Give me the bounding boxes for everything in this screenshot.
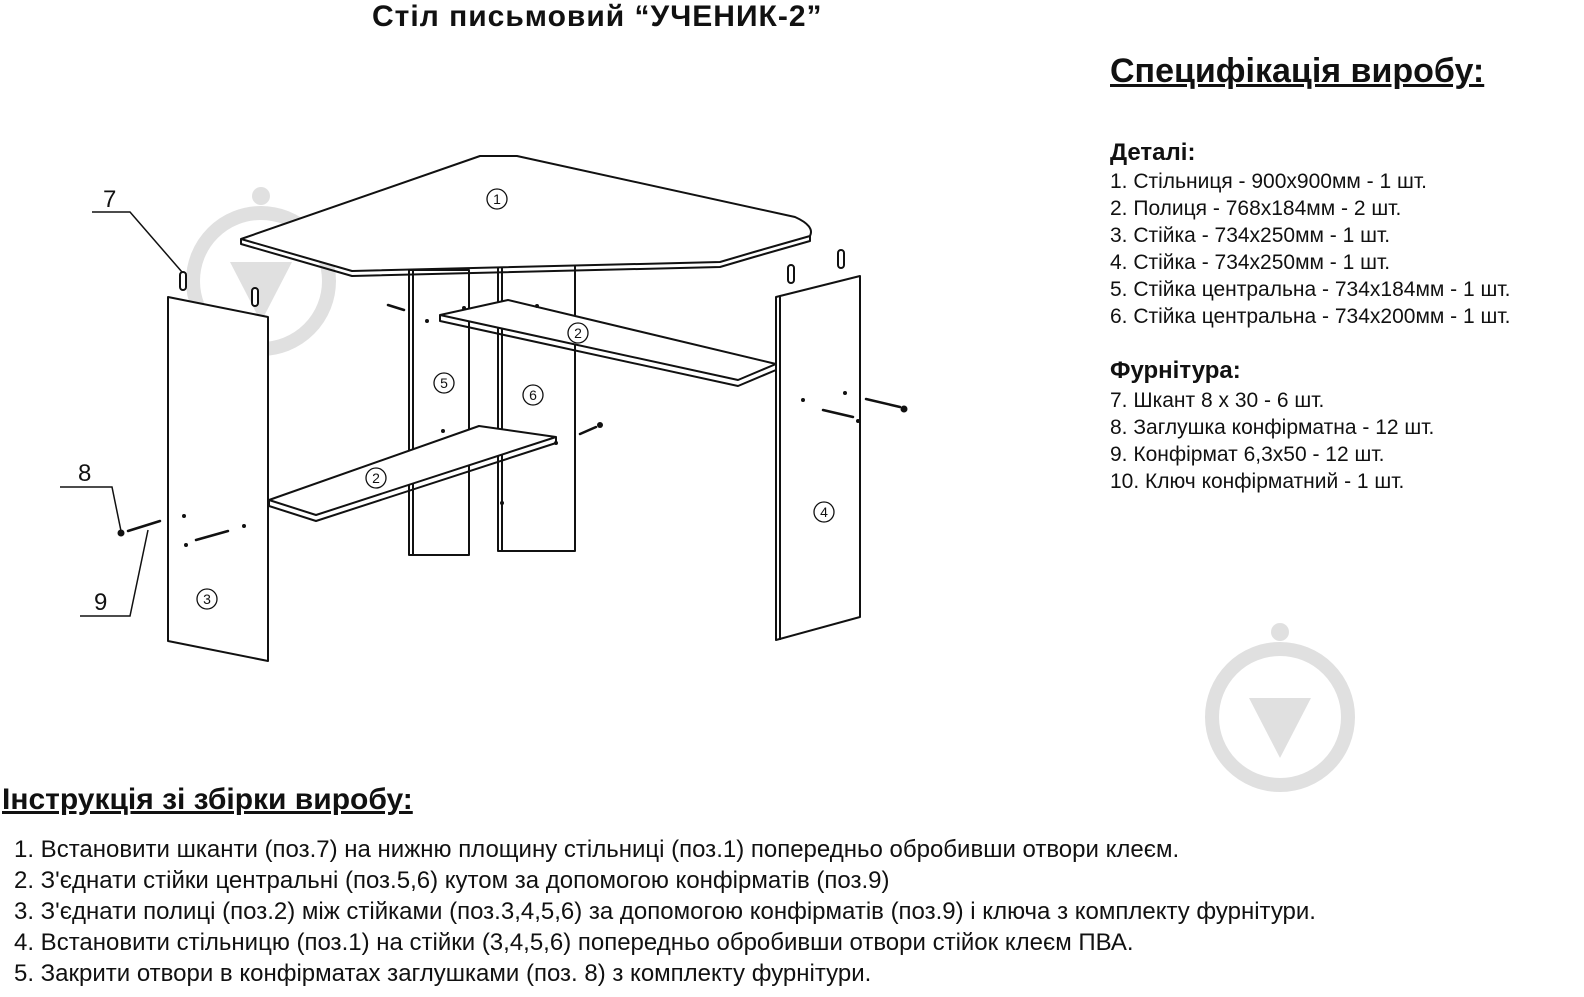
cap-8-icon <box>901 406 908 413</box>
screw-icon <box>128 521 160 531</box>
list-item: 8. Заглушка конфірматна - 12 шт. <box>1110 416 1435 439</box>
callout-9: 9 <box>94 589 108 616</box>
part-label-3: 3 <box>203 591 211 607</box>
list-item: 5. Стійка центральна - 734х184мм - 1 шт. <box>1110 278 1511 301</box>
list-item: 6. Стійка центральна - 734х200мм - 1 шт. <box>1110 305 1511 328</box>
fittings-heading: Фурнітура: <box>1110 357 1241 384</box>
list-item: 1. Встановити шканти (поз.7) на нижню площину стільниці (поз.1) попередньо обробивши отвори клеєм. <box>14 836 1180 863</box>
list-item: 7. Шкант 8 х 30 - 6 шт. <box>1110 389 1325 412</box>
list-item: 4. Встановити стільницю (поз.1) на стійки (3,4,5,6) попередньо обробивши отвори стійок клеєм ПВА. <box>14 929 1134 956</box>
list-item: 10. Ключ конфірматний - 1 шт. <box>1110 470 1405 493</box>
screw-icon <box>580 427 596 434</box>
shelf-upper <box>440 300 776 380</box>
instruction-steps <box>14 834 1316 989</box>
list-item: 4. Стійка - 734х250мм - 1 шт. <box>1110 251 1391 274</box>
callout-7: 7 <box>103 186 117 213</box>
list-item: 3. Стійка - 734х250мм - 1 шт. <box>1110 224 1391 247</box>
callout-8: 8 <box>78 460 92 487</box>
list-item: 3. З'єднати полиці (поз.2) між стійками (поз.3,4,5,6) за допомогою конфірматів (поз.9) і ключа з комплекту фурнітури. <box>14 898 1316 925</box>
parts-heading: Деталі: <box>1110 139 1196 166</box>
panel-4 <box>776 276 860 640</box>
list-item: 9. Конфірмат 6,3х50 - 12 шт. <box>1110 443 1385 466</box>
screw-icon <box>388 305 404 310</box>
list-item: 5. Закрити отвори в конфірматах заглушками (поз. 8) з комплекту фурнітури. <box>14 960 872 987</box>
cap-8-icon <box>597 422 603 428</box>
dowel-7 <box>180 272 186 290</box>
table-top <box>241 156 811 271</box>
watermark-logo-right <box>1212 623 1348 785</box>
dowel-7 <box>788 265 794 283</box>
part-label-1: 1 <box>493 191 501 207</box>
page-title: Стіл письмовий “УЧЕНИК-2” <box>372 0 823 33</box>
list-item: 1. Стільниця - 900х900мм - 1 шт. <box>1110 170 1427 193</box>
panel-3 <box>168 297 268 661</box>
part-label-6: 6 <box>529 387 537 403</box>
screw-icon <box>866 399 900 407</box>
instructions-heading: Інструкція зі збірки виробу: <box>2 783 413 816</box>
list-item: 2. Полиця - 768х184мм - 2 шт. <box>1110 197 1402 220</box>
dowel-7 <box>838 250 844 268</box>
part-label-2: 2 <box>574 325 582 341</box>
dowel-7 <box>252 288 258 306</box>
part-label-5: 5 <box>440 375 448 391</box>
list-item: 2. З'єднати стійки центральні (поз.5,6) кутом за допомогою конфірматів (поз.9) <box>14 867 890 894</box>
spec-heading: Специфікація виробу: <box>1110 52 1485 90</box>
part-label-4: 4 <box>820 504 828 520</box>
part-label-2: 2 <box>372 470 380 486</box>
